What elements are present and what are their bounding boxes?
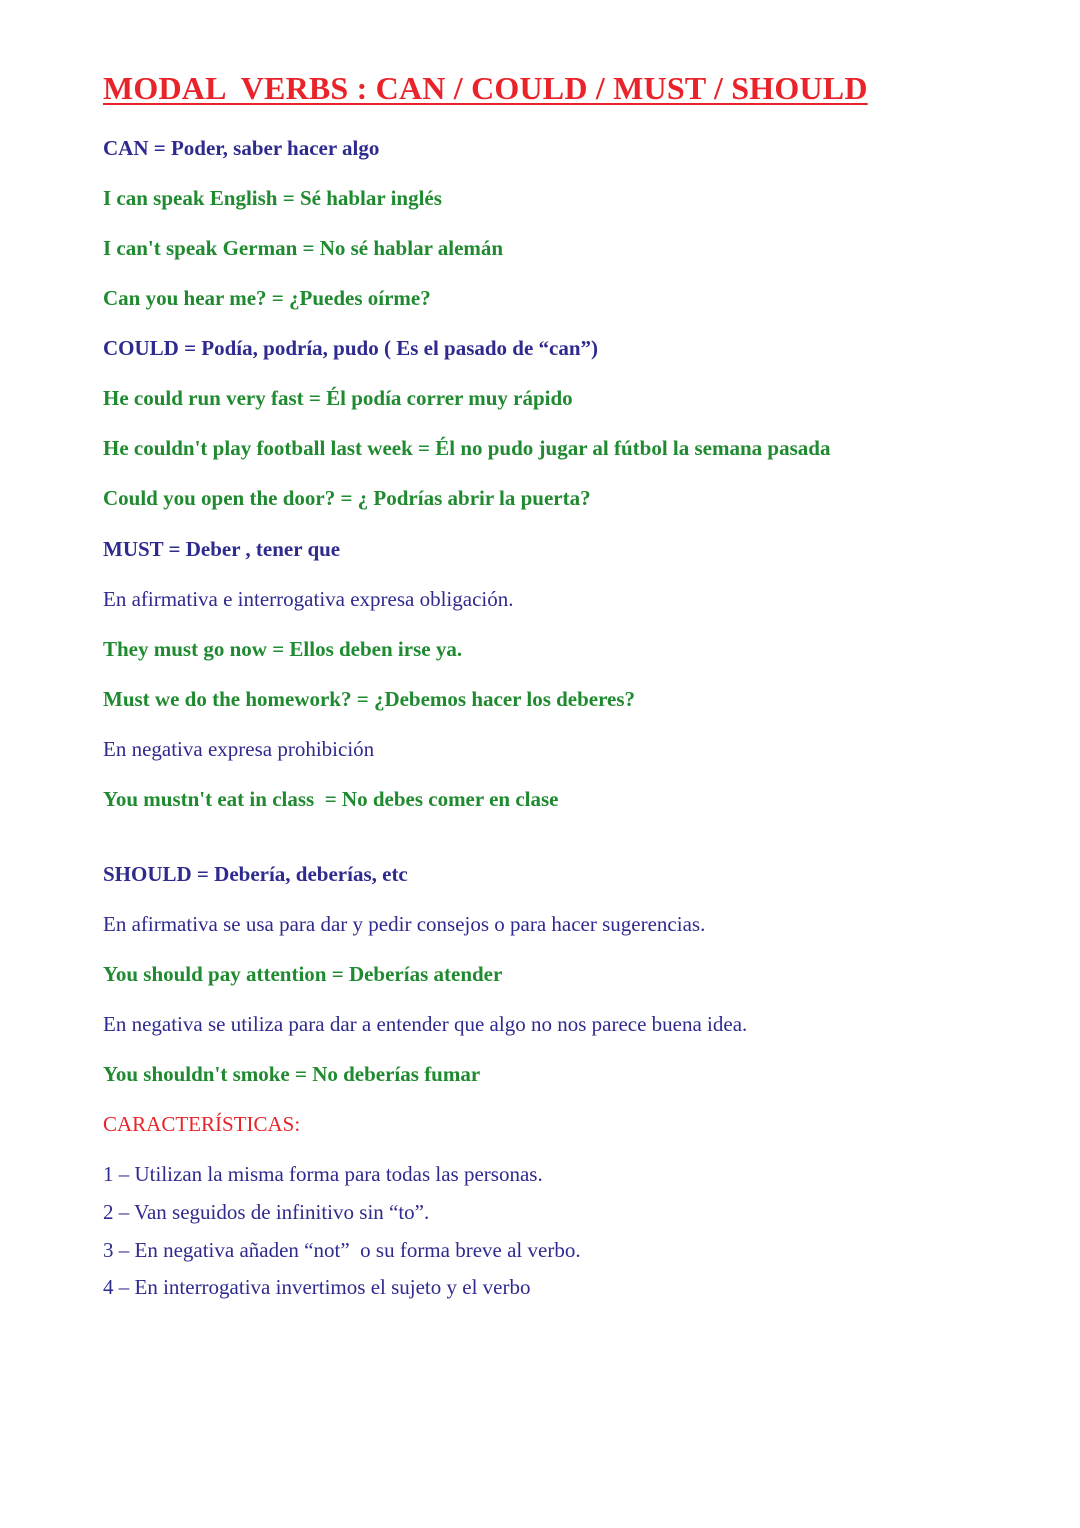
must-heading: MUST = Deber , tener que bbox=[103, 537, 341, 561]
should-note-affirmative: En afirmativa se usa para dar y pedir consejos o para hacer sugerencias. bbox=[103, 912, 706, 936]
characteristic-item-3: 3 – En negativa añaden “not” o su forma breve al verbo. bbox=[103, 1238, 581, 1262]
could-example-1: He could run very fast = Él podía correr muy rápido bbox=[103, 386, 573, 410]
should-heading: SHOULD = Debería, deberías, etc bbox=[103, 862, 408, 886]
characteristics-heading: CARACTERÍSTICAS: bbox=[103, 1112, 301, 1136]
characteristic-item-1: 1 – Utilizan la misma forma para todas las personas. bbox=[103, 1162, 543, 1186]
can-example-3: Can you hear me? = ¿Puedes oírme? bbox=[103, 286, 431, 310]
must-note-affirmative: En afirmativa e interrogativa expresa obligación. bbox=[103, 587, 514, 611]
must-example-1: They must go now = Ellos deben irse ya. bbox=[103, 637, 463, 661]
characteristic-item-2: 2 – Van seguidos de infinitivo sin “to”. bbox=[103, 1200, 430, 1224]
could-heading: COULD = Podía, podría, pudo ( Es el pasado de “can”) bbox=[103, 336, 599, 360]
characteristic-item-4: 4 – En interrogativa invertimos el sujeto y el verbo bbox=[103, 1275, 531, 1299]
must-example-negative: You mustn't eat in class = No debes comer en clase bbox=[103, 787, 559, 811]
page-title: MODAL VERBS : CAN / COULD / MUST / SHOULD bbox=[103, 70, 868, 106]
should-example-affirmative: You should pay attention = Deberías atender bbox=[103, 962, 503, 986]
should-example-negative: You shouldn't smoke = No deberías fumar bbox=[103, 1062, 481, 1086]
can-heading: CAN = Poder, saber hacer algo bbox=[103, 136, 380, 160]
must-example-2: Must we do the homework? = ¿Debemos hacer los deberes? bbox=[103, 687, 636, 711]
can-example-2: I can't speak German = No sé hablar alemán bbox=[103, 236, 504, 260]
can-example-1: I can speak English = Sé hablar inglés bbox=[103, 186, 442, 210]
could-example-2: He couldn't play football last week = Él no pudo jugar al fútbol la semana pasada bbox=[103, 436, 831, 460]
must-note-negative: En negativa expresa prohibición bbox=[103, 737, 375, 761]
could-example-3: Could you open the door? = ¿ Podrías abrir la puerta? bbox=[103, 486, 591, 510]
should-note-negative: En negativa se utiliza para dar a entender que algo no nos parece buena idea. bbox=[103, 1012, 748, 1036]
